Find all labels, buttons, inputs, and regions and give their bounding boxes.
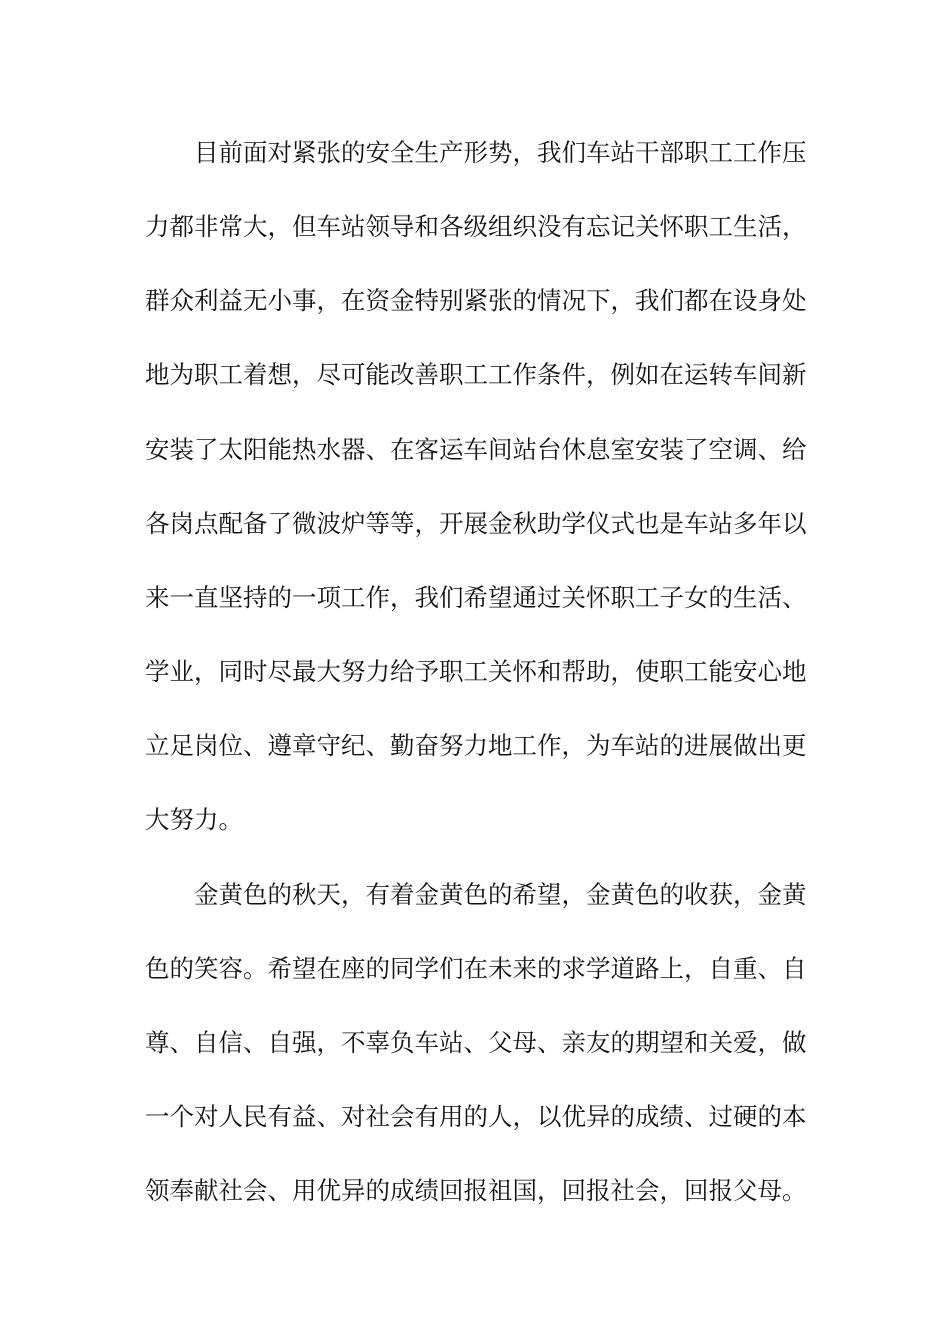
paragraph-1-line-5: 安装了太阳能热水器、在客运车间站台休息室安装了空调、给 (145, 435, 807, 464)
paragraph-2-line-3: 尊、自信、自强，不辜负车站、父母、亲友的期望和关爱，做 (145, 1028, 807, 1057)
paragraph-1-line-7: 来一直坚持的一项工作，我们希望通过关怀职工子女的生活、 (145, 583, 807, 612)
paragraph-2-line-4: 一个对人民有益、对社会有用的人，以优异的成绩、过硬的本 (145, 1102, 807, 1131)
paragraph-2-line-5: 领奉献社会、用优异的成绩回报祖国，回报社会，回报父母。 (145, 1176, 807, 1205)
paragraph-1-line-10: 大努力。 (145, 805, 243, 834)
paragraph-2-line-2: 色的笑容。希望在座的同学们在未来的求学道路上，自重、自 (145, 954, 807, 983)
paragraph-1-line-9: 立足岗位、遵章守纪、勤奋努力地工作，为车站的进展做出更 (145, 731, 807, 760)
paragraph-1-line-3: 群众利益无小事，在资金特别紧张的情况下，我们都在设身处 (145, 286, 807, 315)
paragraph-2-line-1: 金黄色的秋天，有着金黄色的希望，金黄色的收获，金黄 (194, 880, 807, 909)
paragraph-1-line-8: 学业，同时尽最大努力给予职工关怀和帮助，使职工能安心地 (145, 657, 807, 686)
paragraph-1-line-1: 目前面对紧张的安全生产形势，我们车站干部职工工作压 (194, 138, 807, 167)
paragraph-1-line-4: 地为职工着想，尽可能改善职工工作条件，例如在运转车间新 (145, 360, 807, 389)
paragraph-1-line-6: 各岗点配备了微波炉等等，开展金秋助学仪式也是车站多年以 (145, 509, 807, 538)
paragraph-1-line-2: 力都非常大，但车站领导和各级组织没有忘记关怀职工生活， (145, 212, 807, 241)
